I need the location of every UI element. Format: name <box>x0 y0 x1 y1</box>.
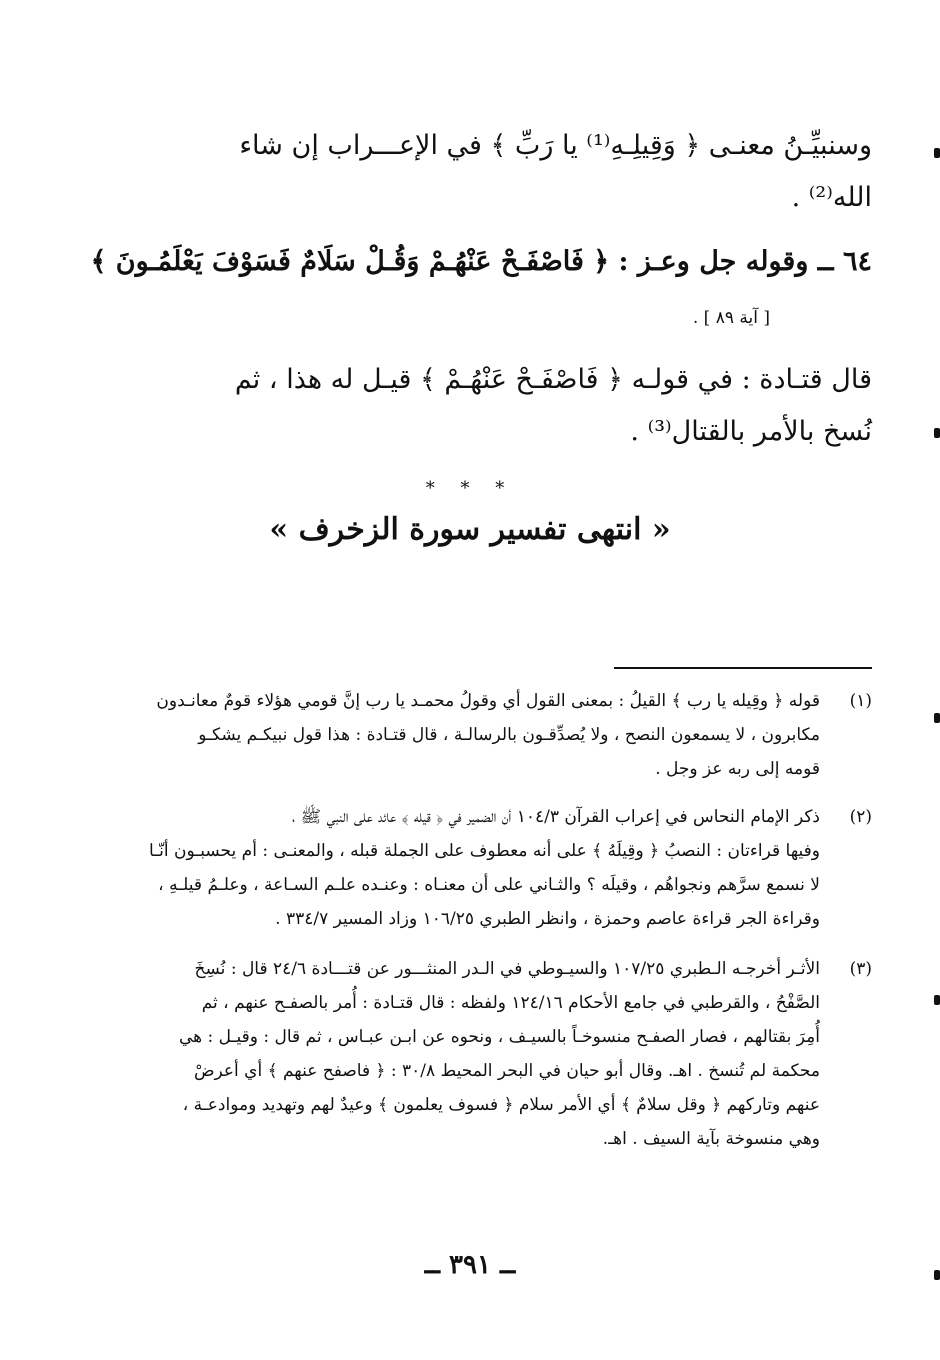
footnote-2 <box>122 800 872 936</box>
footnote-3-line-3: أُمِرَ بقتالهم ، فصار الصفـح منسوخـاً بالسيـف ، ونحوه عن ابـن عبـاس ، ثم قال : وقيـل : هي <box>178 1027 820 1047</box>
verse-heading-line-2: [ آية ٨٩ ] . <box>692 308 770 328</box>
footnote-1-line-2: مكابرون ، لا يسمعون النصح ، ولا يُصدِّقـون بالرسالـة ، قال قتـادة : هذا قول نبيكـم يشكـو <box>198 725 820 745</box>
footnote-3-number: (٣) <box>849 959 872 979</box>
paragraph-1-line-1: وسنبيِّـنُ معنـى ﴿ وَقِيلِـهِ⁽¹⁾ يا رَبِّ ﴾ في الإعـــراب إن شاء <box>239 130 872 161</box>
footnote-3-line-2: الصَّفْحُ ، والقرطبي في جامع الأحكام ١٢٤/١٦ ولفظه : قال قتـادة : أُمر بالصفـح عنهم ، ثم <box>201 993 820 1013</box>
footnote-3-line-1: الأثـر أخرجـه الـطبري ١٠٧/٢٥ والسيـوطي في الـدر المنثـــور عن قتـــادة ٢٤/٦ قال : نُسِخَ <box>194 959 820 979</box>
footnote-1-line-3: قومه إلى ربه عز وجل . <box>655 759 820 779</box>
footnote-2-line-3: لا نسمع سرَّهم ونجواهُم ، وقيلَه ؟ والثـاني على أن معنـاه : وعنـده علـم السـاعة ، وعلـمُ قيلـهِ ، <box>158 875 820 895</box>
section-separator: * * * <box>425 478 515 499</box>
paragraph-2-line-1: قال قتـادة : في قولـه ﴿ فَاصْفَـحْ عَنْهُـمْ ﴾ قيـل له هذا ، ثم <box>234 364 872 395</box>
footnote-2-line-4: وقراءة الجر قراءة عاصم وحمزة ، وانظر الطبري ١٠٦/٢٥ وزاد المسير ٣٣٤/٧ . <box>275 909 820 929</box>
footnote-1 <box>122 684 872 786</box>
footnote-2-number: (٢) <box>849 807 872 827</box>
footnote-2-line-1: ذكر الإمام النحاس في إعراب القرآن ١٠٤/٣ أن الضمير في ﴿ قيله ﴾ عائد على النبي ﷺ ، <box>292 807 820 827</box>
paragraph-2-line-2: نُسخ بالأمر بالقتال⁽³⁾ . <box>630 416 872 447</box>
footnote-3-line-4: محكمة لم تُنسخ . اهـ. وقال أبو حيان في البحر المحيط ٣٠/٨ : ﴿ فاصفح عنهم ﴾ أي أعرضْ <box>193 1061 820 1081</box>
scan-edge-mark <box>934 428 940 438</box>
footnote-3 <box>122 952 872 1156</box>
footnote-2-line-2: وفيها قراءتان : النصبُ ﴿ وقِيلَهُ ﴾ على أنه معطوف على الجملة قبله ، والمعنـى : أم يحسبـون أنّـا <box>149 841 820 861</box>
page-number: ــ ٣٩١ ــ <box>424 1250 516 1280</box>
scan-edge-mark <box>934 713 940 723</box>
verse-heading-line-1: ٦٤ ــ وقوله جل وعـز : ﴿ فَاصْفَـحْ عَنْهُـمْ وَقُـلْ سَلَامٌ فَسَوْفَ يَعْلَمُـونَ ﴾ <box>90 246 872 277</box>
footnote-1-line-1: قوله ﴿ وقِيله يا رب ﴾ القيلُ : بمعنى القول أي وقولُ محمـد يا رب إنَّ قومي هؤلاء قومٌ معانـدون <box>156 691 820 711</box>
surah-end-title: « انتهى تفسير سورة الزخرف » <box>269 512 671 547</box>
scan-edge-mark <box>934 148 940 158</box>
footnote-3-line-5: عنهم وتاركهم ﴿ وقل سلامٌ ﴾ أي الأمر سلام ﴿ فسوف يعلمون ﴾ وعيدٌ لهم وتهديد وموادعـة ، <box>182 1095 820 1115</box>
scan-edge-mark <box>934 995 940 1005</box>
scan-edge-mark <box>934 1270 940 1280</box>
footnote-1-number: (١) <box>849 691 872 711</box>
paragraph-1-line-2: الله⁽²⁾ . <box>791 182 872 213</box>
footnote-3-line-6: وهي منسوخة بآية السيف . اهـ. <box>602 1129 820 1149</box>
footnote-divider <box>614 667 872 669</box>
